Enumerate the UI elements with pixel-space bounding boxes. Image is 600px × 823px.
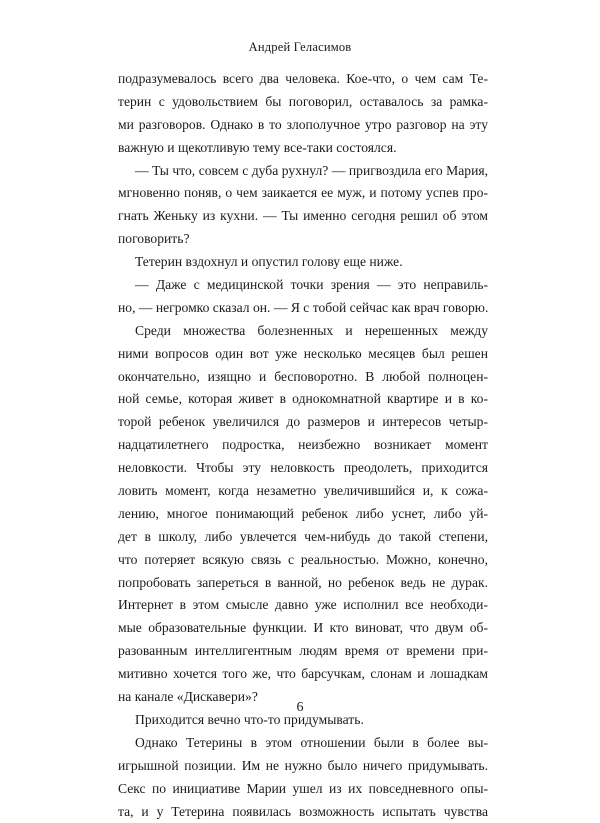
text-line: неловкости. Чтобы эту неловкость преодолеть, приходится — [118, 457, 488, 480]
text-line: лению, многое понимающий ребенок либо уснет, либо уй- — [118, 503, 488, 526]
page-number: 6 — [0, 700, 600, 716]
text-line: гнать Женьку из кухни. — Ты именно сегодня решил об этом — [118, 205, 488, 228]
text-line: что потеряет всякую связь с реальностью. Можно, конечно, — [118, 549, 488, 572]
text-line: — Ты что, совсем с дуба рухнул? — пригвоздила его Мария, — [118, 160, 488, 183]
text-line: митивно хочется того же, что барсучкам, слонам и лошадкам — [118, 663, 488, 686]
text-line: Среди множества болезненных и нерешенных между — [118, 320, 488, 343]
text-line: ми разговоров. Однако в то злополучное утро разговор на эту — [118, 114, 488, 137]
text-line: разованным интеллигентным людям время от времени при- — [118, 640, 488, 663]
text-line: Приходится вечно что-то придумывать. — [118, 709, 488, 732]
text-line: Секс по инициативе Марии ушел из их повседневного опы- — [118, 778, 488, 801]
text-line: Однако Тетерины в этом отношении были в более вы- — [118, 732, 488, 755]
text-line: подразумевалось всего два человека. Кое-что, о чем сам Те- — [118, 68, 488, 91]
text-line: дет в школу, либо увлечется чем-нибудь до такой степени, — [118, 526, 488, 549]
text-line: поговорить? — [118, 228, 488, 251]
text-line: торой ребенок увеличился до размеров и интересов четыр- — [118, 411, 488, 434]
text-line: ловить момент, когда незаметно увеличившийся и, к сожа- — [118, 480, 488, 503]
text-line: надцатилетнего подростка, неизбежно возникает момент — [118, 434, 488, 457]
running-head: Андрей Геласимов — [0, 40, 600, 55]
text-line: мгновенно поняв, о чем заикается ее муж, и потому успев про- — [118, 182, 488, 205]
text-line: на канале «Дискавери»? — [118, 686, 488, 709]
text-line: мые образовательные функции. И кто виноват, что двум об- — [118, 617, 488, 640]
text-line: ними вопросов один вот уже несколько месяцев был решен — [118, 343, 488, 366]
text-line: терин с удовольствием бы поговорил, оставалось за рамка- — [118, 91, 488, 114]
text-line: игрышной позиции. Им не нужно было ничего придумывать. — [118, 755, 488, 778]
text-line: но, — негромко сказал он. — Я с тобой сейчас как врач говорю. — [118, 297, 488, 320]
text-line: попробовать запереться в ванной, но ребенок ведь не дурак. — [118, 572, 488, 595]
text-line: Интернет в этом смысле давно уже исполнил все необходи- — [118, 594, 488, 617]
text-line: важную и щекотливую тему все-таки состоялся. — [118, 137, 488, 160]
text-line: Тетерин вздохнул и опустил голову еще ниже. — [118, 251, 488, 274]
text-line: — Даже с медицинской точки зрения — это неправиль- — [118, 274, 488, 297]
text-line: та, и у Тетерина появилась возможность испытать чувства — [118, 801, 488, 823]
text-line: ной семье, которая живет в однокомнатной квартире и в ко- — [118, 388, 488, 411]
text-line: окончательно, изящно и бесповоротно. В любой полноцен- — [118, 366, 488, 389]
